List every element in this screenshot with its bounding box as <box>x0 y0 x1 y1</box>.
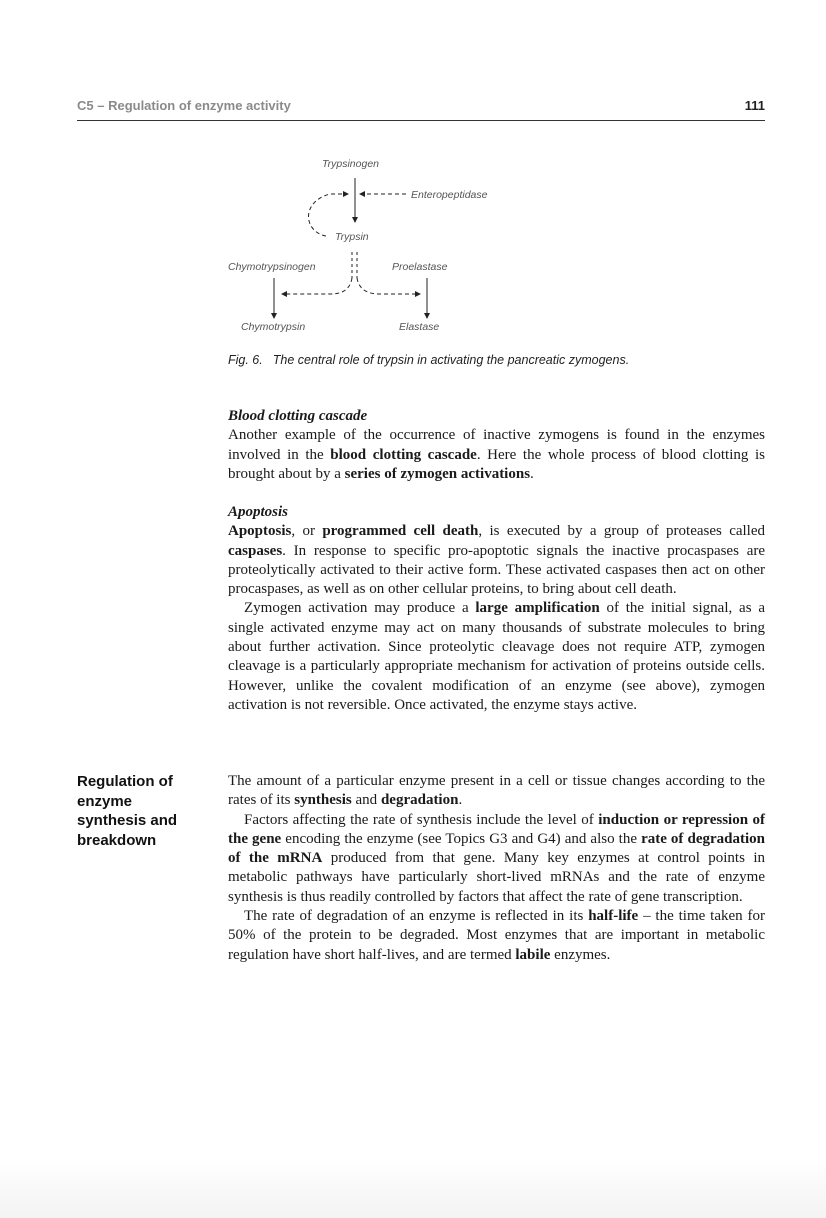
regulation-paragraph-1 <box>228 772 765 811</box>
bold-term: synthesis <box>294 792 352 809</box>
label-elastase: Elastase <box>399 321 440 333</box>
text-run: produced from that gene. Many key enzymes at control points in metabolic pathways have particularly short-lived mRNAs and the rate of enzyme synthesis is thus readily controlled by factors that affect the rate of gene transcription. <box>228 850 766 905</box>
text-run: Zymogen activation may produce a <box>244 600 476 617</box>
bold-term: half-life <box>588 908 639 925</box>
bold-term: labile <box>515 946 551 963</box>
text-run: enzymes. <box>550 946 611 963</box>
text-run: The rate of degradation of an enzyme is reflected in its <box>244 908 589 925</box>
autocatalysis-loop-arrow <box>309 194 349 236</box>
text-run: of the initial signal, as a single activated enzyme may act on many thousands of substrate molecules to bring about further activation. Since proteolytic cleavage does not require ATP, zymogen cleavage is a particularly appropriate mechanism for activation of proteins outside cells. However, unlike the covalent modification of an enzyme (see above), zymogen activation is not reversible. Once activated, the enzyme stays active. <box>228 600 765 713</box>
bold-term: large amplification <box>475 600 600 617</box>
running-header <box>77 96 765 121</box>
page-number: 111 <box>744 98 765 113</box>
text-run: . <box>458 792 463 809</box>
bold-term: programmed cell death <box>322 523 479 540</box>
apoptosis-section <box>228 503 765 715</box>
bold-term: series of zymogen activations <box>344 465 531 482</box>
text-run: and <box>351 792 381 809</box>
label-enteropeptidase: Enteropeptidase <box>411 189 488 201</box>
side-heading-line: enzyme <box>77 792 133 810</box>
regulation-side-heading <box>77 772 207 850</box>
text-run: The amount of a particular enzyme present in a cell or tissue changes according to the rates of its <box>228 773 765 809</box>
to-elastase-dashed-arrow <box>357 278 420 294</box>
bold-term: rate of degradation of the mRNA <box>228 830 766 867</box>
apoptosis-paragraph-1 <box>228 522 765 599</box>
label-proelastase: Proelastase <box>392 261 448 273</box>
regulation-paragraph-2 <box>228 811 765 907</box>
regulation-section <box>228 772 765 965</box>
apoptosis-paragraph-2 <box>228 599 765 715</box>
text-run: encoding the enzyme (see Topics G3 and G4) and also the <box>281 830 642 847</box>
figure-caption-number: Fig. 6. <box>228 353 263 367</box>
text-run: , is executed by a group of proteases called <box>478 523 766 540</box>
regulation-paragraph-3 <box>228 907 765 965</box>
text-run: . Here the whole process of blood clotting is brought about by a <box>228 446 765 482</box>
blood-clotting-section <box>228 407 765 484</box>
text-run: , or <box>291 523 323 540</box>
text-run: Another example of the occurrence of inactive zymogens is found in the enzymes involved in the <box>228 427 765 463</box>
figure-arrows <box>222 150 522 340</box>
text-run: . <box>530 465 534 482</box>
bold-term: caspases <box>228 542 283 559</box>
label-trypsinogen: Trypsinogen <box>322 158 380 170</box>
text-run: . In response to specific pro-apoptotic signals the inactive procaspases are proteolytically activated to their active form. These activated caspases then act on other procaspases, as well as on other cellular proteins, to bring about cell death. <box>228 542 765 598</box>
bold-term: degradation <box>380 792 459 809</box>
to-chymotrypsin-dashed-arrow <box>282 278 352 294</box>
label-trypsin: Trypsin <box>335 231 369 243</box>
side-heading-line: breakdown <box>77 831 157 849</box>
side-heading-line: synthesis and <box>77 812 178 829</box>
figure-caption <box>228 353 629 367</box>
side-heading-line: Regulation of <box>77 773 173 790</box>
bold-term: induction or repression of the gene <box>228 811 765 847</box>
text-run: – the time taken for 50% of the protein to be degraded. Most enzymes that are important in metabolic regulation have short half-lives, and are termed <box>228 908 765 963</box>
figure-caption-text: The central role of trypsin in activating the pancreatic zymogens. <box>272 353 630 367</box>
zymogen-activation-figure <box>222 150 522 340</box>
bold-term: blood clotting cascade <box>330 446 477 463</box>
blood-clotting-heading: Blood clotting cascade <box>228 408 368 424</box>
apoptosis-heading: Apoptosis <box>228 504 289 520</box>
text-run: Factors affecting the rate of synthesis include the level of <box>244 811 599 828</box>
label-chymotrypsinogen: Chymotrypsinogen <box>228 261 316 273</box>
bold-term: Apoptosis <box>228 523 292 540</box>
blood-clotting-paragraph <box>228 426 765 484</box>
section-title: C5 – Regulation of enzyme activity <box>77 98 291 113</box>
page-bottom-shade <box>0 1158 826 1218</box>
label-chymotrypsin: Chymotrypsin <box>241 321 306 333</box>
